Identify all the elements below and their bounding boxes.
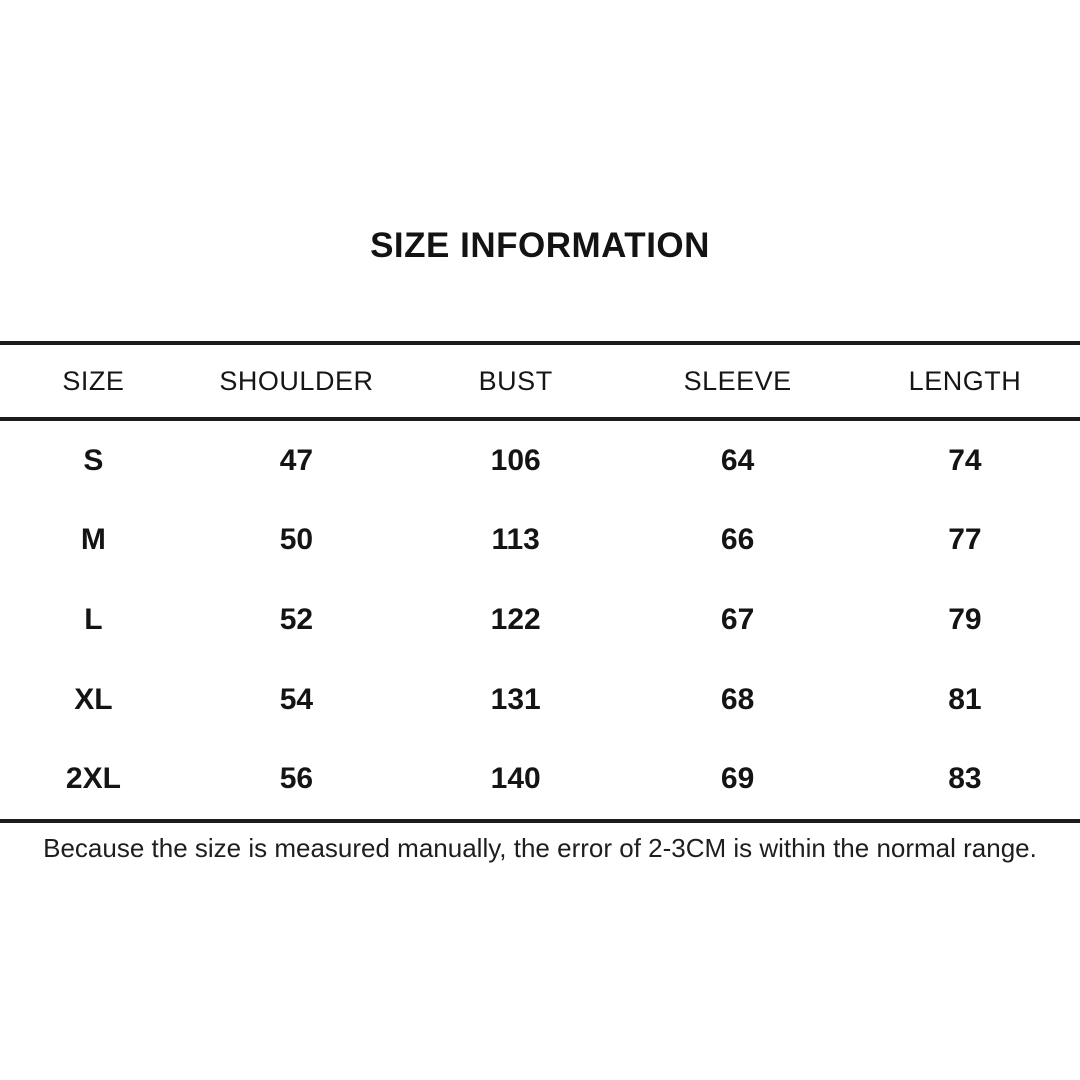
shoulder-value: 50 [279, 523, 314, 557]
bust-value: 106 [490, 443, 541, 477]
table-row-2xl [0, 739, 1080, 819]
sleeve-value: 68 [720, 682, 755, 716]
sleeve-value: 64 [720, 443, 755, 477]
column-header-shoulder: SHOULDER [219, 365, 374, 396]
size-label: L [84, 602, 103, 636]
column-header-bust: BUST [478, 365, 553, 396]
size-label: XL [74, 682, 113, 716]
bust-value: 122 [490, 602, 541, 636]
measurement-disclaimer: Because the size is measured manually, the error of 2-3CM is within the normal range. [43, 833, 1037, 863]
bust-value: 113 [491, 523, 540, 557]
sleeve-value: 69 [720, 762, 755, 796]
sleeve-value: 66 [720, 523, 755, 557]
column-header-sleeve: SLEEVE [683, 365, 792, 396]
table-row-m [0, 501, 1080, 581]
table-row-s [0, 421, 1080, 501]
table-header-row [0, 345, 1080, 417]
shoulder-value: 56 [279, 762, 314, 796]
sleeve-value: 67 [720, 602, 755, 636]
size-label: 2XL [65, 762, 121, 796]
bust-value: 140 [490, 762, 541, 796]
length-value: 77 [948, 523, 982, 557]
size-label: S [83, 443, 104, 477]
length-value: 74 [948, 443, 982, 477]
table-row-l [0, 580, 1080, 660]
size-label: M [80, 523, 106, 557]
length-value: 79 [948, 602, 982, 636]
shoulder-value: 54 [279, 682, 314, 716]
table-body [0, 421, 1080, 819]
bust-value: 131 [490, 682, 541, 716]
column-header-size: SIZE [62, 365, 125, 396]
table-bottom-rule [0, 819, 1080, 823]
shoulder-value: 52 [279, 602, 314, 636]
length-value: 83 [948, 762, 982, 796]
table-row-xl [0, 660, 1080, 740]
page-title: SIZE INFORMATION [370, 226, 710, 265]
column-header-length: LENGTH [908, 365, 1022, 396]
length-value: 81 [948, 682, 982, 716]
shoulder-value: 47 [279, 443, 314, 477]
